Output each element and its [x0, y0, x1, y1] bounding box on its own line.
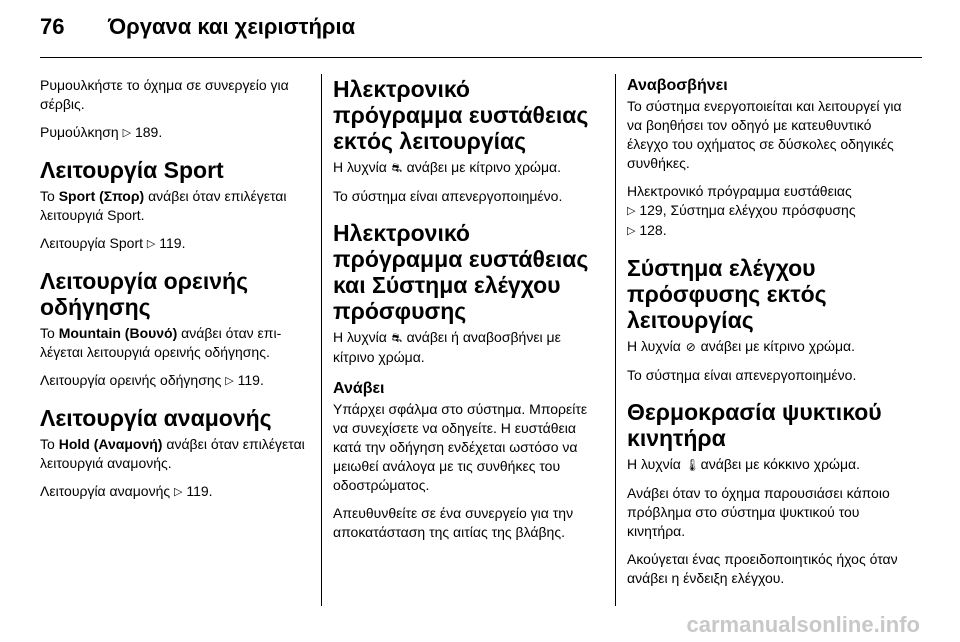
reference-arrow-icon: ▷ — [146, 238, 156, 250]
paragraph: Το σύστημα είναι απενεργοποιημένο. — [627, 367, 857, 383]
paragraph-reference: Ρυμούλκηση ▷ 189. — [40, 123, 310, 143]
paragraph: Υπάρχει σφάλμα στο σύστημα. Μπορείτε να συνεχίσετε να οδηγείτε. Η ευστάθεια κατά την οδήγηση ενδέχεται ωστόσο να μειωθεί ανάλογα με τις συνθήκες του οδοστρώματος. — [333, 401, 588, 493]
paragraph-reference: Λειτουργία αναμονής ▷ 119. — [40, 482, 310, 502]
header-rule — [40, 57, 922, 58]
paragraph: Το Sport (Σπορ) ανάβει όταν επιλέγεται λειτουργιά Sport. — [40, 188, 287, 223]
paragraph: Η λυχνία ⛐ ανάβει ή αναβοσβήνει με κίτρινο χρώμα. — [333, 329, 561, 365]
subheading-on: Ανάβει — [333, 380, 385, 397]
page-title: Όργανα και χειριστήρια — [108, 14, 356, 39]
heading-sport: Λειτουργία Sport — [40, 157, 224, 183]
watermark: carmanualsonline.info — [686, 612, 920, 637]
reference-arrow-icon: ▷ — [627, 205, 636, 217]
indicator-name: Mountain (Βουνό) — [58, 325, 178, 341]
reference-arrow-icon: ▷ — [225, 375, 234, 387]
reference-arrow-icon: ▷ — [174, 486, 183, 498]
coolant-temperature-lamp-icon: 🌡 — [684, 458, 700, 472]
page-number: 76 — [40, 14, 65, 39]
paragraph: Το σύστημα ενεργοποιείται και λειτουργεί για να βοηθήσει τον οδηγό με κατευθυντικό έλεγχο του οχήματος σε δύσκολες οδηγικές συνθήκες. — [627, 98, 902, 171]
esp-lamp-icon: ⛐ — [391, 331, 402, 345]
heading-esp: Ηλεκτρονικό πρόγραμμα ευστάθειας και Σύστημα ελέγχου πρόσφυσης — [333, 220, 589, 324]
page-reference[interactable]: 119. — [237, 372, 264, 388]
subheading-flash: Αναβοσβήνει — [627, 77, 728, 94]
paragraph: Το Hold (Αναμονή) ανάβει όταν επιλέγεται λειτουργιά αναμονής. — [40, 436, 305, 471]
paragraph-reference: Λειτουργία ορεινής οδήγησης ▷ 119. — [40, 371, 310, 391]
heading-tc-off: Σύστημα ελέγχου πρόσφυσης εκτός λειτουργίας — [627, 255, 827, 333]
page-reference[interactable]: 119. — [159, 235, 186, 251]
esp-off-lamp-icon: ⛐ — [391, 161, 402, 175]
paragraph: Ακούγεται ένας προειδοποιητικός ήχος όταν ανάβει η ένδειξη ελέγχου. — [627, 551, 898, 586]
paragraph: Το σύστημα είναι απενεργοποιημένο. — [333, 188, 563, 204]
heading-mountain: Λειτουργία ορεινής οδήγησης — [40, 268, 249, 320]
paragraph: Η λυχνία ⛐ ανάβει με κίτρινο χρώμα. — [333, 158, 605, 178]
heading-hold: Λειτουργία αναμονής — [40, 405, 272, 431]
indicator-name: Hold (Αναμονή) — [58, 436, 163, 452]
paragraph-reference: Λειτουργία Sport ▷ 119. — [40, 234, 310, 254]
paragraph: Η λυχνία ⊘ ανάβει με κίτρινο χρώμα. — [627, 337, 912, 357]
paragraph-reference: Ηλεκτρονικό πρόγραμμα ευστάθειας ▷ 129, Σύστημα ελέγχου πρόσφυσης ▷ 128. — [627, 182, 912, 241]
page-reference[interactable]: 119. — [186, 483, 213, 499]
column-1 — [40, 76, 310, 511]
page-reference[interactable]: 189. — [134, 124, 163, 140]
indicator-name: Sport (Σπορ) — [58, 188, 145, 204]
page-reference[interactable]: 129, Σύστημα ελέγχου πρόσφυσης — [639, 202, 856, 218]
paragraph: Απευθυνθείτε σε ένα συνεργείο για την αποκατάσταση της αιτίας της βλάβης. — [333, 505, 574, 540]
paragraph: Η λυχνία 🌡 ανάβει με κόκκινο χρώμα. — [627, 455, 912, 475]
column-3 — [627, 76, 912, 597]
paragraph: Το Mountain (Βουνό) ανάβει όταν επιλέγεται λειτουργιά ορεινής οδήγησης. — [40, 325, 282, 360]
column-divider — [321, 74, 322, 606]
traction-control-off-lamp-icon: ⊘ — [685, 340, 696, 354]
column-divider — [615, 74, 616, 606]
paragraph: Ρυμουλκήστε το όχημα σε συνεργείο για σέρβις. — [40, 77, 289, 112]
paragraph: Ανάβει όταν το όχημα παρουσιάσει κάποιο πρόβλημα στο σύστημα ψυκτικού του κινητήρα. — [627, 485, 890, 539]
column-2 — [333, 76, 605, 551]
heading-coolant: Θερμοκρασία ψυκτικού κινητήρα — [627, 399, 882, 451]
page-reference[interactable]: 128. — [639, 222, 667, 238]
reference-arrow-icon: ▷ — [627, 225, 636, 237]
page-header — [40, 14, 920, 50]
reference-arrow-icon: ▷ — [122, 127, 132, 139]
heading-esp-off: Ηλεκτρονικό πρόγραμμα ευστάθειας εκτός λειτουργίας — [333, 76, 589, 154]
